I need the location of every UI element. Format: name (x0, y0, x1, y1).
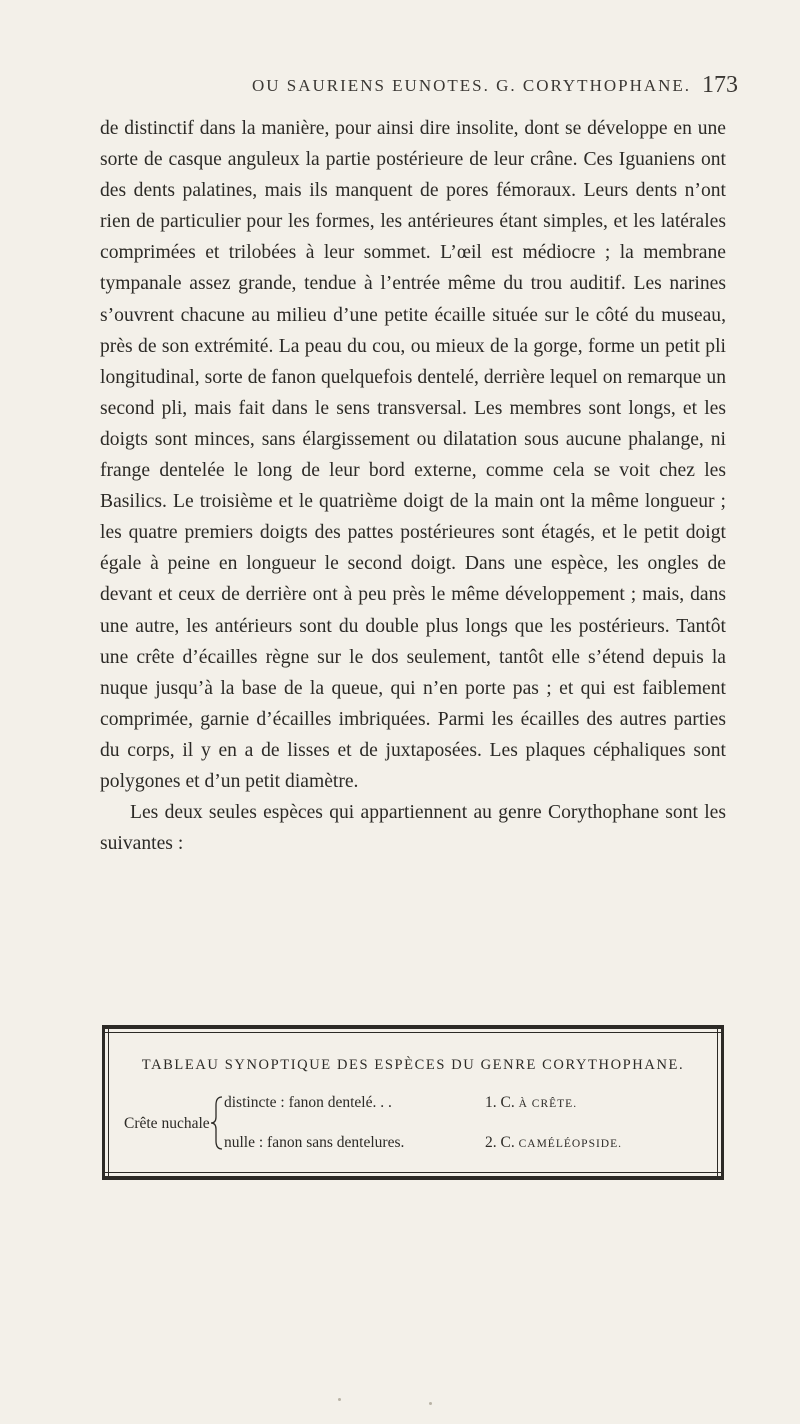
paragraph: Les deux seules espèces qui appartiennent au genre Corythophane sont les suivantes : (100, 802, 726, 855)
running-title: OU SAURIENS EUNOTES. G. CORYTHOPHANE. (252, 76, 692, 95)
table-row-species (485, 1134, 622, 1152)
table-border (102, 1025, 724, 1029)
table-border (102, 1025, 105, 1180)
table-border (108, 1025, 109, 1180)
page-number: 173 (702, 72, 738, 98)
paper-speck (338, 1398, 341, 1401)
species-name: CAMÉLÉOPSIDE. (518, 1138, 622, 1150)
species-number: 2. C. (485, 1134, 515, 1151)
synoptic-table (102, 1025, 724, 1180)
table-border (717, 1025, 718, 1180)
table-border (102, 1172, 724, 1173)
running-head (252, 72, 738, 104)
table-border (721, 1025, 724, 1180)
table-border (102, 1032, 724, 1033)
table-row-species (485, 1094, 577, 1112)
crest-label: Crête nuchale (124, 1115, 210, 1132)
table-title: TABLEAU SYNOPTIQUE DES ESPÈCES DU GENRE CORYTHOPHANE. (141, 1057, 685, 1073)
species-name: À CRÊTE. (518, 1098, 578, 1110)
table-border (102, 1176, 724, 1180)
brace-icon (210, 1095, 224, 1151)
paragraph: de distinctif dans la manière, pour ainsi dire insolite, dont se développe en une sorte de casque anguleux la partie postérieure de leur crâne. Ces Iguaniens ont des dents palatines, mais ils manquent de pores fémoraux. Leurs dents n’ont rien de particulier pour les formes, les antérieures étant simples, et les latérales comprimées et trilobées à leur sommet. L’œil est médiocre ; la membrane tympanale assez grande, tendue à l’entrée même du trou auditif. Les narines s’ouvrent chacune au milieu d’une petite écaille située sur le côté du museau, près de son extrémité. La peau du cou, ou mieux de la gorge, forme un petit pli longitudinal, sorte de fanon quelquefois dentelé, derrière lequel on remarque un second pli, mais fait dans le sens transversal. Les membres sont longs, et les doigts sont minces, sans élargissement ou dilatation sous aucune phalange, ni frange dentelée le long de leur bord externe, comme cela se voit chez les Basilics. Le troisième et le quatrième doigt de la main ont la même longueur ; les quatre premiers doigts des pattes postérieures sont étagés, et le petit doigt égale à peine en longueur le second doigt. Dans une espèce, les ongles de devant et ceux de derrière ont à peu près le même développement ; mais, dans une autre, les antérieurs sont du double plus longs que les postérieurs. Tantôt une crête d’écailles règne sur le dos seulement, tantôt elle s’étend depuis la nuque jusqu’à la base de la queue, qui n’en porte pas ; et qui est faiblement comprimée, garnie d’écailles imbriquées. Parmi les écailles des autres parties du corps, il y en a de lisses et de juxtaposées. Les plaques céphaliques sont polygones et d’un petit diamètre. (100, 118, 726, 792)
paper-speck (429, 1402, 432, 1405)
table-row-condition: nulle : fanon sans dentelures. (224, 1134, 405, 1151)
body-text (100, 113, 726, 859)
species-number: 1. C. (485, 1094, 515, 1111)
table-row-condition: distincte : fanon dentelé. . . (224, 1094, 392, 1111)
